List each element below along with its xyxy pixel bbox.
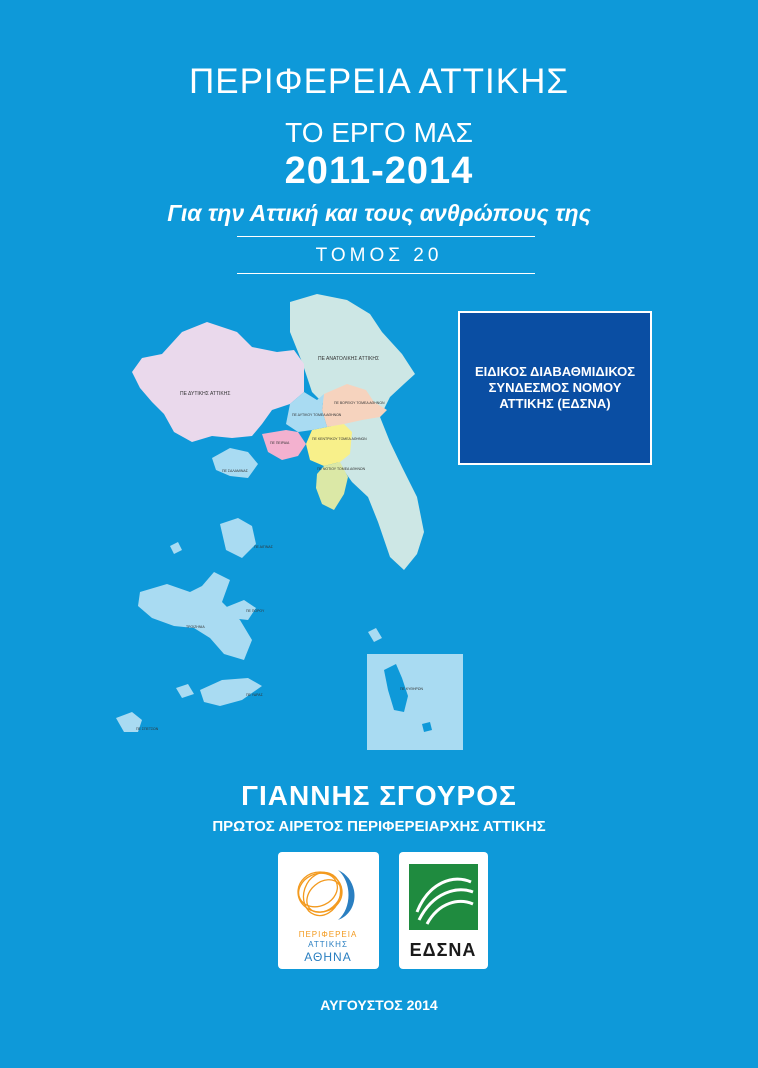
attica-logo-line1: ΠΕΡΙΦΕΡΕΙΑ: [298, 930, 358, 939]
map-region-east: [290, 294, 424, 570]
tagline: Για την Αττική και τους ανθρώπους της: [167, 200, 591, 226]
map-label-salamina: ΠΕ ΣΑΛΑΜΙΝΑΣ: [222, 469, 248, 473]
region-title: ΠΕΡΙΦΕΡΕΙΑ ΑΤΤΙΚΗΣ: [188, 62, 570, 101]
attica-map: [112, 292, 472, 752]
map-island-ydra: [200, 678, 262, 706]
map-label-north: ΠΕ ΒΟΡΕΙΟΥ ΤΟΜΕΑ ΑΘΗΝΩΝ: [334, 401, 385, 405]
attica-logo-mark: [278, 852, 379, 969]
map-label-poros: ΠΕ ΠΟΡΟΥ: [246, 609, 265, 613]
map-label-central: ΠΕ ΚΕΝΤΡΙΚΟΥ ΤΟΜΕΑ ΑΘΗΝΩΝ: [312, 437, 367, 441]
person-name: ΓΙΑΝΝΗΣ ΣΓΟΥΡΟΣ: [241, 780, 517, 811]
map-label-south: ΠΕ ΝΟΤΙΟΥ ΤΟΜΕΑ ΑΘΗΝΩΝ: [317, 467, 366, 471]
subtitle: ΤΟ ΕΡΓΟ ΜΑΣ: [285, 117, 473, 148]
years-heading: 2011-2014: [284, 150, 474, 192]
map-region-west: [132, 322, 304, 442]
person-role: ΠΡΩΤΟΣ ΑΙΡΕΤΟΣ ΠΕΡΙΦΕΡΕΙΑΡΧΗΣ ΑΤΤΙΚΗΣ: [212, 818, 546, 835]
agency-box: [458, 311, 652, 465]
edsna-logo-text: ΕΔΣΝΑ: [409, 940, 477, 960]
map-label-troizinia: ΤΡΟΙΖΗΝΙΑ: [186, 625, 205, 629]
map-islet: [176, 684, 194, 698]
publication-date: ΑΥΓΟΥΣΤΟΣ 2014: [320, 997, 438, 1013]
map-label-east: ΠΕ ΑΝΑΤΟΛΙΚΗΣ ΑΤΤΙΚΗΣ: [318, 356, 380, 362]
map-label-ydra: ΠΕ ΥΔΡΑΣ: [246, 693, 263, 697]
edsna-logo: [399, 852, 488, 969]
attica-logo: [278, 852, 379, 969]
map-label-kythira: ΠΕ ΚΥΘΗΡΩΝ: [400, 687, 424, 691]
edsna-logo-mark: [399, 852, 488, 969]
map-region-piraeus: [262, 430, 306, 460]
map-islet: [170, 542, 182, 554]
agency-name: ΕΙΔΙΚΟΣ ΔΙΑΒΑΘΜΙΔΙΚΟΣ ΣΥΝΔΕΣΜΟΣ ΝΟΜΟΥ ΑΤΤΙΚΗΣ (ΕΔΣΝΑ): [474, 364, 636, 411]
attica-logo-line3: ΑΘΗΝΑ: [304, 950, 352, 964]
volume-label: ΤΟΜΟΣ 20: [315, 245, 443, 266]
map-island-aigina: [220, 518, 256, 558]
map-label-westsector: ΠΕ ΔΥΤΙΚΟΥ ΤΟΜΕΑ ΑΘΗΝΩΝ: [292, 413, 342, 417]
divider-top: [237, 236, 535, 237]
map-label-piraeus: ΠΕ ΠΕΙΡΑΙΑ: [270, 441, 290, 445]
divider-bottom: [237, 273, 535, 274]
map-islet: [368, 628, 382, 642]
map-label-aigina: ΠΕ ΑΙΓΙΝΑΣ: [254, 545, 273, 549]
map-island-salamina: [212, 448, 258, 478]
map-inset-kythira: [367, 654, 463, 750]
map-label-spetses: ΠΕ ΣΠΕΤΣΩΝ: [136, 727, 159, 731]
attica-logo-line2: ΑΤΤΙΚΗΣ: [308, 940, 348, 949]
map-label-west: ΠΕ ΔΥΤΙΚΗΣ ΑΤΤΙΚΗΣ: [180, 391, 231, 397]
